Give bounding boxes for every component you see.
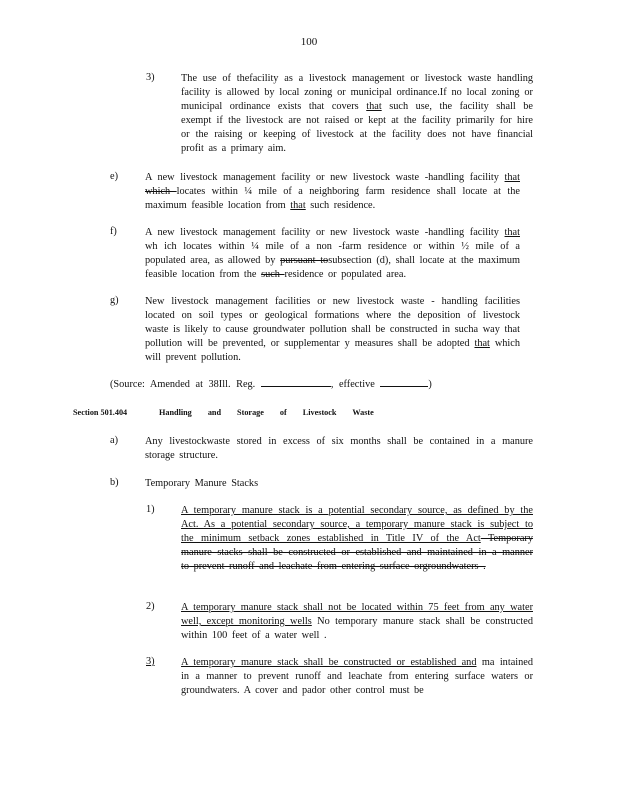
- item-label: 3): [146, 72, 155, 83]
- item-label: 3): [146, 656, 155, 667]
- item-label: a): [110, 435, 118, 446]
- section-number: Section 501.404: [73, 408, 128, 417]
- item-label: 1): [146, 504, 155, 515]
- paragraph-g: New livestock management facilities or new livestock waste - handling facilities located on soil types or geological formations where the deposition of livestock waste is likely to cause groundwater pollution shall be constructed in sucha way that pollution will be prevented, or supplementar y measures shall be adopted that which will prevent pollution.: [145, 296, 520, 363]
- paragraph-item-3: The use of thefacility as a livestock management or livestock waste handling facility is allowed by local zoning or municipal ordinance.If no local zoning or municipal ordinance exists that covers that such use, the facility shall be exempt if the livestock are not raised or kept at the facility primarily for hire or the raising or keeping of livestock at the facility does not have financial profit as a primary aim.: [181, 73, 533, 154]
- item-label: f): [110, 226, 117, 237]
- item-label: e): [110, 171, 118, 182]
- paragraph-b2: A temporary manure stack shall not be located within 75 feet from any water well, except monitoring wells No temporary manure stack shall be constructed within 100 feet of a water well .: [181, 602, 533, 641]
- item-label: 2): [146, 601, 155, 612]
- paragraph-b1: A temporary manure stack is a potential secondary source, as defined by the Act. As a potential secondary source, a temporary manure stack is subject to the minimum setback zones established in Title IV of the Act Temporary manure stacks shall be constructed or established and maintained in a manner to prevent runoff and leachate from entering surface orgroundwaters .: [181, 505, 533, 572]
- paragraph-f: A new livestock management facility or new livestock waste -handling facility that wh ich locates within ¼ mile of a non -farm residence or within ½ mile of a populated area, as allowed by pursuant tosubsection (d), shall locate at the maximum feasible location from the such residence or populated area.: [145, 227, 521, 280]
- item-label: g): [110, 295, 119, 306]
- item-label: b): [110, 477, 119, 488]
- paragraph-a: Any livestockwaste stored in excess of six months shall be contained in a manure storage structure.: [145, 436, 533, 461]
- section-title: Handling and Storage of Livestock Waste: [159, 408, 374, 417]
- subheading-temporary-manure-stacks: Temporary Manure Stacks: [145, 478, 259, 489]
- page-number: 100: [300, 36, 318, 48]
- source-note: (Source: Amended at 38Ill. Reg. , effective ): [110, 379, 432, 390]
- paragraph-b3: A temporary manure stack shall be constructed or established and ma intained in a manner to prevent runoff and leachate from entering surface waters or groundwaters. A cover and pador other control must be: [181, 657, 533, 696]
- paragraph-e: A new livestock management facility or new livestock waste -handling facility that which locates within ¼ mile of a neighboring farm residence shall locate at the maximum feasible location from that such residence.: [145, 172, 520, 211]
